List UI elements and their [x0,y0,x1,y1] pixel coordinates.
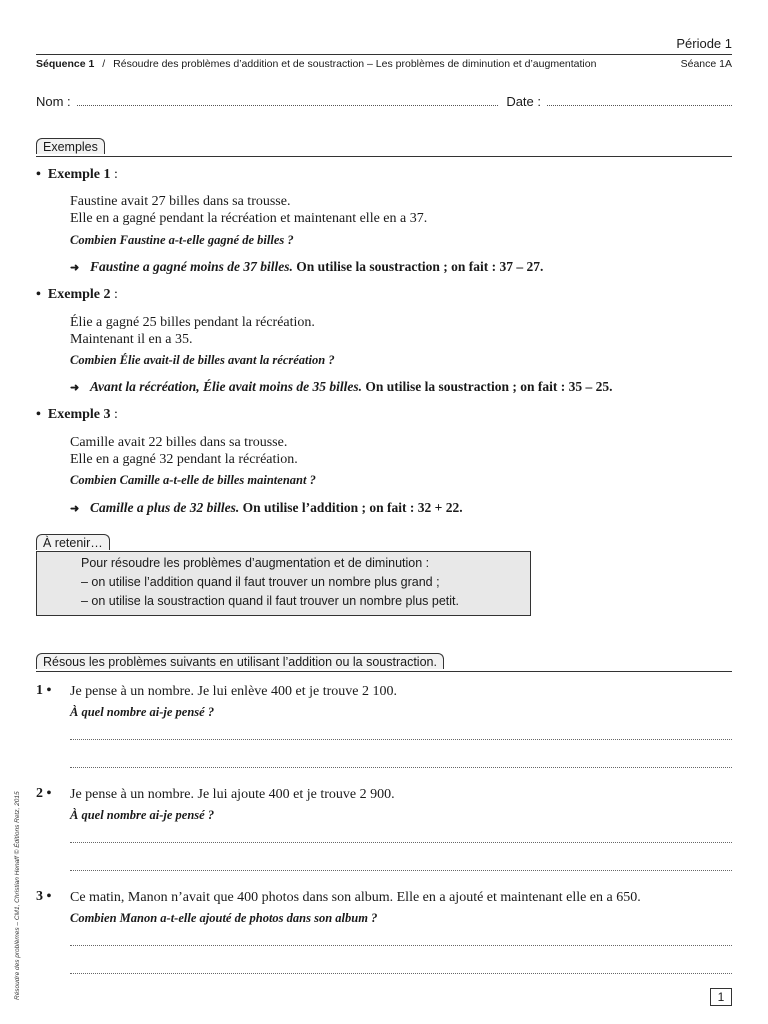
problem-1-number: 1 • [36,683,52,698]
retenir-line-2: – on utilise l’addition quand il faut trouver un nombre plus grand ; [81,575,440,589]
page-number: 1 [710,988,732,1006]
bullet-icon: • [36,167,41,182]
examples-tab: Exemples [36,138,105,154]
retenir-tab: À retenir… [36,534,110,550]
example-2-answer [70,379,613,395]
example-2-colon: : [114,287,118,302]
name-date-row [36,94,732,109]
example-1-answer-bold: On utilise la soustraction ; on fait : 37 – 27. [296,259,544,274]
sequence-separator: / [102,58,106,70]
example-2-answer-bold: On utilise la soustraction ; on fait : 35 – 25. [365,379,613,394]
problem-1-answer-line-2[interactable] [70,767,732,768]
arrow-icon: ➜ [70,503,80,515]
example-2-heading [36,287,118,303]
seance-label: Séance 1A [680,58,732,70]
problem-3-question: Combien Manon a-t-elle ajouté de photos dans son album ? [70,911,378,925]
header-rule [36,54,732,55]
nom-label: Nom : [36,94,71,109]
sequence-label: Séquence 1 [36,58,95,70]
date-field[interactable] [547,94,732,106]
example-1-label: Exemple 1 [47,167,111,182]
problem-3-text: Ce matin, Manon n’avait que 400 photos dans son album. Elle en a ajouté et maintenant elle en a 650. [70,890,641,905]
example-3-answer [70,500,463,516]
arrow-icon: ➜ [70,382,80,394]
example-3-line-2: Elle en a gagné 32 pendant la récréation. [70,452,298,467]
problem-2-question: À quel nombre ai-je pensé ? [70,808,215,822]
bullet-icon: • [36,407,41,422]
problem-3-number: 3 • [36,889,52,904]
periode-label: Période 1 [676,36,732,51]
date-label: Date : [506,94,541,109]
problem-2-text: Je pense à un nombre. Je lui ajoute 400 et je trouve 2 900. [70,787,395,802]
problem-1-question: À quel nombre ai-je pensé ? [70,705,215,719]
problem-2-answer-line-1[interactable] [70,842,732,843]
nom-field[interactable] [77,94,499,106]
example-3-answer-italic: Camille a plus de 32 billes. [90,500,240,515]
example-1-colon: : [114,167,118,182]
problem-1-text: Je pense à un nombre. Je lui enlève 400 et je trouve 2 100. [70,684,397,699]
retenir-box [36,551,531,616]
examples-rule [36,156,732,157]
problem-2-answer-line-2[interactable] [70,870,732,871]
example-3-line-1: Camille avait 22 billes dans sa trousse. [70,435,288,450]
example-1-line-1: Faustine avait 27 billes dans sa trousse. [70,194,291,209]
problem-1-answer-line-1[interactable] [70,739,732,740]
example-1-answer [70,259,543,275]
example-2-question: Combien Élie avait-il de billes avant la récréation ? [70,353,335,367]
arrow-icon: ➜ [70,262,80,274]
example-3-answer-bold: On utilise l’addition ; on fait : 32 + 22. [242,500,463,515]
exercises-rule [36,671,732,672]
problem-2-number: 2 • [36,786,52,801]
sequence-header [36,58,732,70]
retenir-line-3: – on utilise la soustraction quand il faut trouver un nombre plus petit. [81,594,459,608]
example-3-heading [36,407,118,423]
problem-3-answer-line-1[interactable] [70,945,732,946]
retenir-line-1: Pour résoudre les problèmes d’augmentation et de diminution : [81,556,430,570]
sequence-title: Résoudre des problèmes d’addition et de soustraction – Les problèmes de diminution et d’augmentation [113,58,597,70]
example-2-answer-italic: Avant la récréation, Élie avait moins de 35 billes. [90,379,362,394]
example-2-label: Exemple 2 [47,287,111,302]
example-2-line-1: Élie a gagné 25 billes pendant la récréation. [70,315,315,330]
example-3-colon: : [114,407,118,422]
example-1-answer-italic: Faustine a gagné moins de 37 billes. [90,259,293,274]
example-2-line-2: Maintenant il en a 35. [70,332,193,347]
example-3-question: Combien Camille a-t-elle de billes maintenant ? [70,473,316,487]
bullet-icon: • [36,287,41,302]
example-3-label: Exemple 3 [47,407,111,422]
example-1-question: Combien Faustine a-t-elle gagné de billes ? [70,233,294,247]
example-1-line-2: Elle en a gagné pendant la récréation et maintenant elle en a 37. [70,211,428,226]
exercises-tab: Résous les problèmes suivants en utilisant l’addition ou la soustraction. [36,653,444,669]
sequence-title-group [36,58,596,70]
copyright-side-text: Résoudre des problèmes – CM1, Christian Henaff © Éditions Retz, 2015 [14,791,21,1000]
problem-3-answer-line-2[interactable] [70,973,732,974]
example-1-heading [36,167,118,183]
